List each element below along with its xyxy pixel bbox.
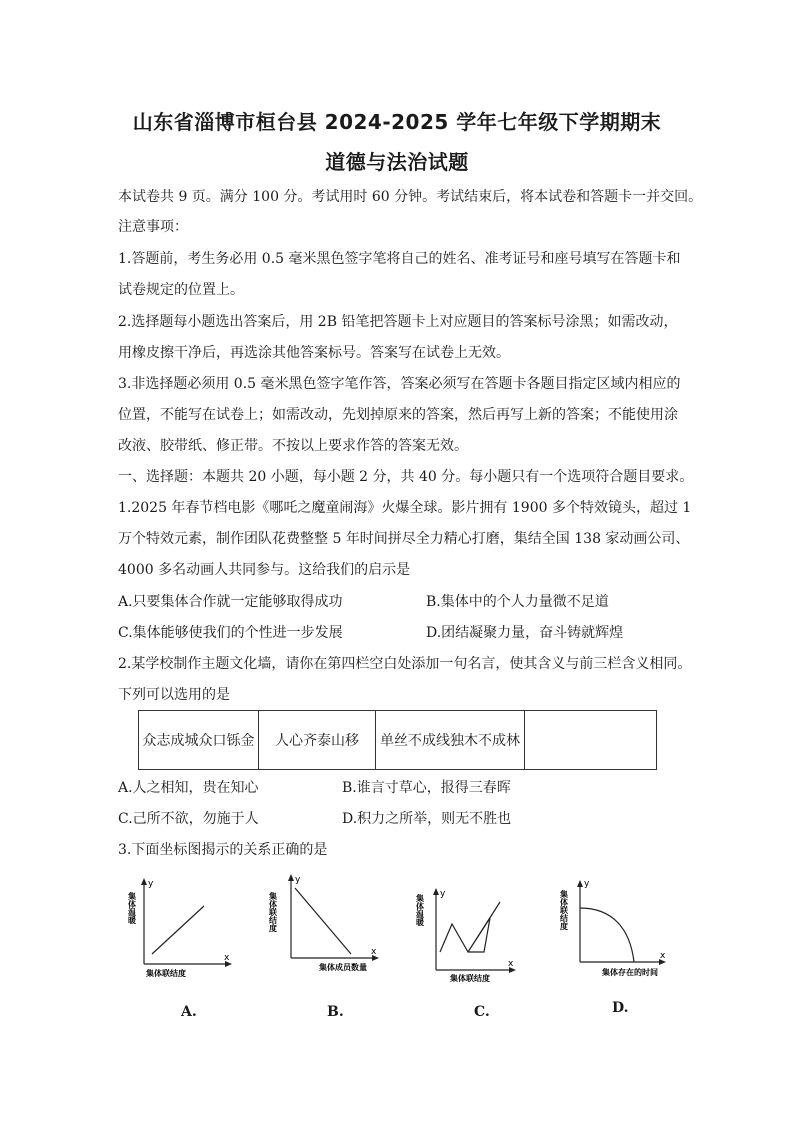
y-axis-letter: y: [584, 879, 590, 889]
q3-chart-a: [118, 872, 238, 982]
x-axis-title: 集体成员数量: [319, 963, 367, 972]
exam-title: 山东省淄博市桓台县 2024-2025 学年七年级下学期期末: [132, 110, 662, 134]
x-axis-title: 集体联结度: [146, 969, 186, 978]
y-axis-letter: y: [440, 889, 446, 899]
series-line: [295, 888, 351, 954]
q1-stem-line-1: 1.2025 年春节档电影《哪吒之魔童闹海》火爆全球。影片拥有 1900 多个特效镜头，超过 1: [118, 500, 692, 516]
series-line: [152, 906, 204, 954]
x-axis-letter: x: [224, 953, 230, 963]
q2-option-b: B.谁言寸草心，报得三春晖: [342, 780, 511, 796]
q3-chart-c-label: C.: [474, 1004, 490, 1020]
y-axis-letter: y: [295, 875, 301, 885]
x-axis-letter: x: [371, 947, 377, 957]
y-axis-arrow-icon: [433, 888, 439, 895]
series-line: [440, 902, 500, 952]
y-axis-title: 集体温暖: [127, 892, 137, 924]
y-axis-title: 集体温暖: [415, 894, 425, 926]
q2-stem-line-2: 下列可以选用的是: [118, 687, 230, 703]
x-axis-title: 集体存在的时间: [602, 968, 658, 977]
section-heading: 一、选择题：本题共 20 小题，每小题 2 分，共 40 分。每小题只有一个选项符合题目要求。: [118, 469, 694, 485]
q1-stem-line-3: 4000 多名动画人共同参与。这给我们的启示是: [118, 562, 411, 578]
q2-option-d: D.积力之所举，则无不胜也: [342, 811, 512, 827]
x-axis-title: 集体联结度: [450, 974, 490, 983]
notice-2-line-1: 2.选择题每小题选出答案后，用 2B 铅笔把答题卡上对应题目的答案标号涂黑；如需改动，: [118, 314, 678, 330]
q2-option-c: C.己所不欲，勿施于人: [118, 811, 259, 827]
exam-subject-title: 道德与法治试题: [325, 150, 469, 174]
y-axis-letter: y: [148, 879, 154, 889]
y-axis-arrow-icon: [141, 878, 147, 885]
q1-stem-line-2: 万个特效元素，制作团队花费整整 5 年时间拼尽全力精心打磨，集结全国 138 家动画公司、: [118, 531, 690, 547]
motto-table: [138, 710, 657, 770]
q1-option-a: A.只要集体合作就一定能够取得成功: [118, 594, 343, 610]
series-line: [580, 908, 634, 962]
q3-chart-c: [412, 880, 532, 990]
notice-3-line-3: 改液、胶带纸、修正带。不按以上要求作答的答案无效。: [118, 438, 468, 454]
q3-chart-a-label: A.: [181, 1004, 197, 1020]
q3-chart-b: [265, 872, 385, 982]
motto-cell-3: 单丝不成线独木不成林: [376, 711, 525, 770]
notice-heading: 注意事项：: [118, 219, 188, 235]
q1-option-c: C.集体能够使我们的个性进一步发展: [118, 625, 343, 641]
y-axis-title: 集体联结度: [559, 890, 569, 930]
x-axis-letter: x: [508, 959, 514, 969]
q3-stem: 3.下面坐标图揭示的关系正确的是: [118, 842, 328, 858]
q1-option-d: D.团结凝聚力量，奋斗铸就辉煌: [426, 625, 624, 641]
notice-1-line-2: 试卷规定的位置上。: [118, 282, 244, 298]
motto-cell-1: 众志成城众口铄金: [139, 711, 259, 770]
q2-option-a: A.人之相知，贵在知心: [118, 780, 259, 796]
q1-option-b: B.集体中的个人力量微不足道: [426, 594, 609, 610]
y-axis-arrow-icon: [577, 880, 583, 887]
motto-cell-2: 人心齐泰山移: [259, 711, 376, 770]
q3-chart-b-label: B.: [327, 1004, 344, 1020]
notice-1-line-1: 1.答题前，考生务必用 0.5 毫米黑色签字笔将自己的姓名、准考证号和座号填写在答题卡和: [118, 251, 681, 267]
y-axis-title: 集体联结度: [268, 892, 278, 932]
intro-line: 本试卷共 9 页。满分 100 分。考试用时 60 分钟。考试结束后，将本试卷和答题卡一并交回。: [118, 189, 703, 205]
notice-3-line-1: 3.非选择题必须用 0.5 毫米黑色签字笔作答，答案必须写在答题卡各题目指定区域内相应的: [118, 376, 681, 392]
notice-3-line-2: 位置，不能写在试卷上；如需改动，先划掉原来的答案，然后再写上新的答案；不能使用涂: [118, 407, 678, 423]
q3-chart-d: [556, 872, 676, 982]
motto-row: [139, 711, 657, 770]
y-axis-arrow-icon: [288, 874, 294, 881]
q2-stem-line-1: 2.某学校制作主题文化墙，请你在第四栏空白处添加一句名言，使其含义与前三栏含义相同。: [118, 656, 692, 672]
motto-cell-blank: [525, 711, 657, 770]
notice-2-line-2: 用橡皮擦干净后，再选涂其他答案标号。答案写在试卷上无效。: [118, 345, 510, 361]
q3-chart-d-label: D.: [612, 1000, 629, 1016]
x-axis-letter: x: [660, 951, 666, 961]
